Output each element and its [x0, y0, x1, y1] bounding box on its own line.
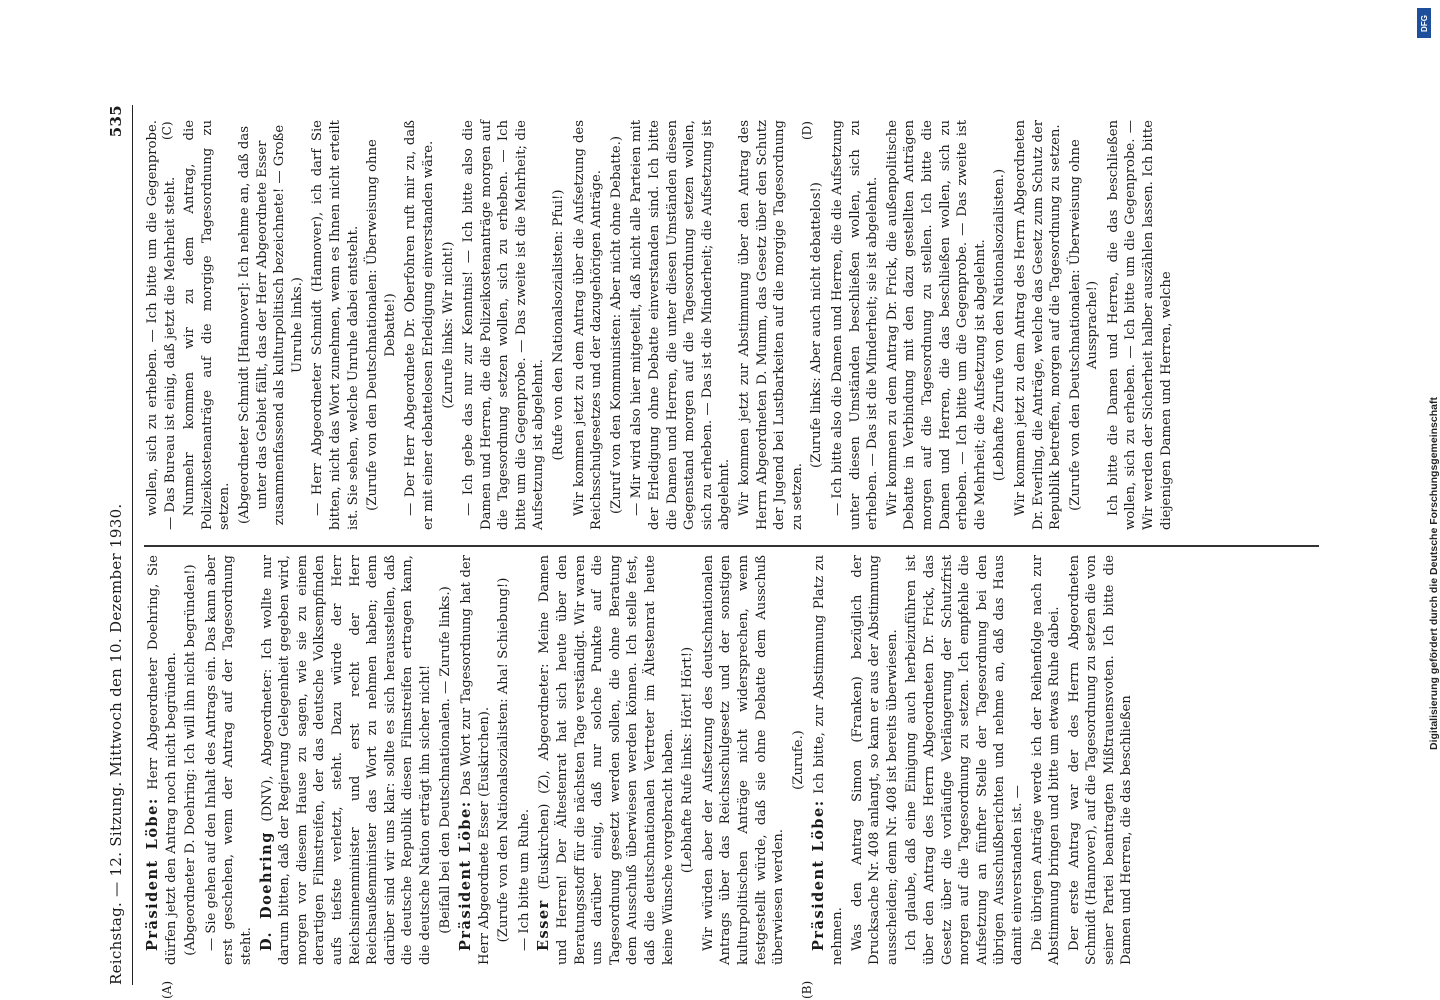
interjection: (Zurufe.) — [790, 730, 806, 790]
page-number: 535 — [107, 105, 125, 138]
speech-paragraph — [144, 555, 180, 965]
paragraph: Wir würden aber der Aufsetzung des deutschnationalen Antrags über das Reichsschulgesetz und der sonstigen kulturpolitischen Anträge nicht widersprechen, wenn festgestellt würde, daß sie ohne Debatte dem Ausschuß überwiesen werden. — [700, 555, 787, 965]
paragraph: — Ich gebe das nur zur Kenntnis! — Ich bitte also die Damen und Herren, die die Polizeikostenanträge morgen auf die Tagesordnung setzen wollen, sich zu erheben. — Ich bitte um die Gegenprobe. — Das zweite ist die Mehrheit; die Aufsetzung ist abgelehnt. — [461, 120, 547, 530]
interjection: (Lebhafte Zurufe von den Nationalsozialisten.) — [992, 168, 1008, 482]
speech-text: (Euskirchen) (Z), Abgeordneter: Meine Damen und Herren! Der Ältestenrat hat sich heute über den Beratungsstoff für die nächsten Tage verständigt. Wir waren uns darüber einig, daß nur solche Punkte auf die Tagesordnung gesetzt werden sollen, die ohne Beratung dem Ausschuß überwiesen werden können. Ich stelle fest, daß die deutschnationalen Vertreter im Ältestenrat heute keine Wünsche vorgebracht haben. — [537, 555, 676, 965]
speech-text: (DNV), Abgeordneter: Ich wollte nur darum bitten, daß der Regierung Gelegenheit gegeben wird, morgen vor diesem Hause zu sagen, wie sie zu einem derartigen Filmstreifen, der das deutsche Volksempfinden aufs tiefste verletzt, steht. Dazu würde der Herr Reichsinnenminister und erst recht der Herr Reichsaußenminister das Wort zu nehmen haben; denn darüber sind wir uns klar: sollte es sich herausstellen, daß die deutsche Republik diesen Filmstreifen ertragen kann, die deutsche Nation erträgt ihn sicher nicht! — [259, 555, 433, 965]
speech-paragraph — [258, 555, 435, 965]
speaker-name: Esser — [535, 899, 553, 951]
page-header — [100, 105, 133, 985]
margin-marker-c: (C) — [160, 121, 174, 140]
interjection: (Abgeordneter D. Doehring: Ich will ihn nicht begründen!) — [183, 564, 199, 956]
column-divider — [144, 546, 1319, 548]
paragraph: wollen, sich zu erheben. — Ich bitte um die Gegenprobe. — Das Bureau ist einig, daß jetzt die Mehrheit steht. — [145, 120, 178, 530]
credit-text: Digitalisierung gefördert durch die Deutsche Forschungsgemeinschaft — [1428, 397, 1440, 750]
digitization-credit — [1416, 10, 1440, 990]
interjection: (Rufe von den Nationalsozialisten: Pfui!) — [551, 189, 567, 461]
paragraph: Ich glaube, daß eine Einigung auch herbeizuführen ist über den Antrag des Herrn Abgeordneten Dr. Frick, das Gesetz über die vorläufige Verlängerung der Schutzfrist morgen auf die Tagesordnung zu setzen. Ich empfehle die Aufsetzung an fünfter Stelle der Tagesordnung bei den übrigen Ausschußberichten und nehme an, daß das Haus damit einverstanden ist. — — [904, 555, 1025, 965]
speaker-name: Präsident Löbe: — [457, 800, 475, 951]
interjection: (Zurufe von den Deutschnationalen: Überweisung ohne Aussprache!) — [1067, 139, 1101, 511]
paragraph: Der erste Antrag war der des Herrn Abgeordneten Schmidt (Hannover), auf die Tagesordnung zu setzen die von seiner Partei beantragten Mißtrauensvoten. Ich bitte die Damen und Herren, die das beschließen — [1066, 555, 1135, 965]
interjection: (Zurufe von den Deutschnationalen: Überweisung ohne Debatte!) — [365, 139, 398, 511]
speech-paragraph — [535, 555, 677, 965]
speech-text: Ich bitte, zur Abstimmung Platz zu nehmen. — [812, 555, 845, 965]
interjection: (Zurufe von den Nationalsozialisten: Aha! Schiebung!) — [496, 577, 512, 943]
speaker-name: D. Doehring — [257, 831, 275, 951]
interjection: (Beifall bei den Deutschnationalen. — Zurufe links.) — [437, 586, 453, 934]
paragraph: — Mir wird also hier mitgeteilt, daß nicht alle Parteien mit der Erledigung ohne Debatte einverstanden sind. Ich bitte die Damen und Herren, die unter diesen Umständen diesen Gegenstand morgen auf die Tagesordnung setzen wollen, sich zu erheben. — Das ist die Minderheit; die Aufsetzung ist abgelehnt. — [629, 120, 733, 530]
margin-marker-a: (A) — [160, 980, 174, 999]
speaker-name: Präsident Löbe: — [810, 799, 828, 951]
speech-text: Das Wort zur Tagesordnung hat der Herr Abgeordnete Esser (Euskirchen). — [459, 555, 492, 965]
rotated-page-content — [100, 105, 1330, 999]
interjection: (Lebhafte Rufe links: Hört! Hört!) — [680, 646, 696, 874]
paragraph: Wir kommen jetzt zu dem Antrag des Herrn Abgeordneten Dr. Everling, die Anträge, welche das Gesetz zum Schutz der Republik betreffen, morgen auf die Tagesordnung zu setzen. — [1012, 120, 1064, 530]
margin-marker-d: (D) — [800, 121, 814, 140]
paragraph: Ich bitte die Damen und Herren, die das beschließen wollen, sich zu erheben. — Ich bitte um die Gegenprobe. — Wir werden der Sicherheit halber auszählen lassen. Ich bitte diejenigen Damen und Herren, welche — [1105, 120, 1174, 530]
paragraph: Die übrigen Anträge werde ich der Reihenfolge nach zur Abstimmung bringen und bitte um etwas Ruhe dabei. — [1029, 555, 1063, 965]
interjection: (Zuruf von den Kommunisten: Aber nicht ohne Debatte.) — [608, 135, 624, 515]
speech-paragraph — [810, 555, 846, 965]
right-column — [144, 120, 1324, 530]
interjection: (Zurufe links: Aber auch nicht debattelos!) — [809, 182, 825, 468]
dfg-logo-text: DFG — [1419, 14, 1429, 32]
speech-text: Herr Abgeordneter Doehring, Sie dürfen jetzt den Antrag noch nicht begründen. — [146, 555, 179, 965]
paragraph: Was den Antrag Simon (Franken) bezüglich der Drucksache Nr. 408 anlangt, so kann er aus der Abstimmung ausscheiden; denn Nr. 408 ist bereits überwiesen. — [849, 555, 900, 965]
paragraph: — Der Herr Abgeordnete Dr. Oberfohren ruft mir zu, daß er mit einer debattelosen Erledigung einverstanden wäre. — [403, 120, 436, 530]
interjection: (Zurufe links: Wir nicht!) — [440, 241, 456, 409]
running-head: Reichstag. — 12. Sitzung. Mittwoch den 10. Dezember 1930. — [107, 503, 125, 985]
paragraph: Nunmehr kommen wir zu dem Antrag, die Polizeikostenanträge auf die morgige Tagesordnung zu setzen. — [182, 120, 233, 530]
paragraph: Wir kommen zu dem Antrag Dr. Frick, die außenpolitische Debatte in Verbindung mit den dazu gestellten Anträgen morgen auf die Tagesordnung zu stellen. Ich bitte die Damen und Herren, die das beschließen wollen, sich zu erheben. — Ich bitte um die Gegenprobe. — Das zweite ist die Mehrheit; die Aufsetzung ist abgelehnt. — [884, 120, 988, 530]
paragraph: — Ich bitte um Ruhe. — [516, 808, 532, 951]
speaker-name: Präsident Löbe: — [144, 797, 161, 951]
margin-marker-b: (B) — [800, 980, 814, 999]
paragraph: — Herr Abgeordneter Schmidt (Hannover), ich darf Sie bitten, nicht das Wort zunehmen, wenn es Ihnen nicht erteilt ist. Sie sehen, welche Unruhe dabei entsteht. — [310, 120, 361, 530]
paragraph: Wir kommen jetzt zur Abstimmung über den Antrag des Herrn Abgeordneten D. Mumm, das Gesetz über den Schutz der Jugend bei Lustbarkeiten auf die morgige Tagesordnung zu setzen. — [737, 120, 805, 530]
paragraph: — Ich bitte also die Damen und Herren, die die Aufsetzung unter diesen Umständen beschließen wollen, sich zu erheben. — Das ist die Minderheit; sie ist abgelehnt. — [829, 120, 881, 530]
speech-paragraph — [457, 555, 493, 965]
paragraph: — Sie gehen auf den Inhalt des Antrags ein. Das kann aber erst geschehen, wenn der Antrag auf der Tagesordnung steht. — [203, 555, 254, 965]
paragraph: Wir kommen jetzt zu dem Antrag über die Aufsetzung des Reichsschulgesetzes und der dazugehörigen Anträge. — [571, 120, 605, 530]
interjection: (Abgeordneter Schmidt [Hannover]: Ich nehme an, daß das unter das Gebiet fällt, das der Herr Abgeordnete Esser zusammenfassend als kulturpolitisch bezeichnete! — Große Unruhe links.) — [236, 124, 305, 526]
left-column — [144, 555, 1324, 965]
